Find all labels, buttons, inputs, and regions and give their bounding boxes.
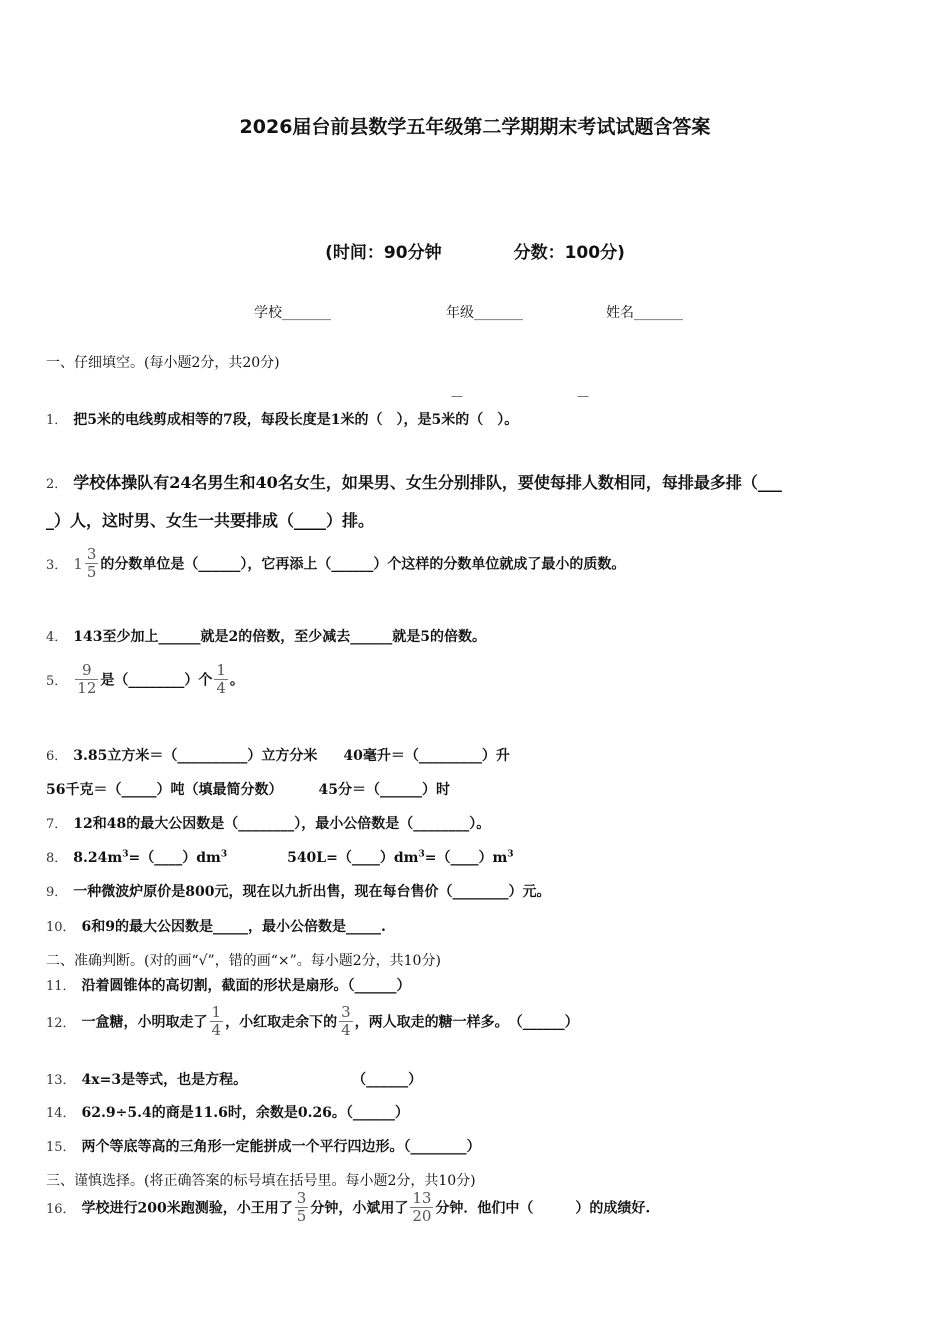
question-12 — [46, 1004, 579, 1039]
question-text-c: ，两人取走的糖一样多。 （______） — [354, 1014, 579, 1031]
question-text: 一种微波炉原价是800元，现在以九折出售，现在每台售价（________）元。 — [73, 884, 551, 900]
denominator: 4 — [216, 679, 226, 697]
question-6 — [46, 745, 510, 765]
question-number: 7． — [46, 817, 68, 832]
superscript: 3 — [418, 849, 425, 860]
numerator: 1 — [211, 1003, 222, 1021]
superscript: 3 — [507, 849, 514, 860]
superscript: 3 — [122, 849, 129, 860]
question-part-b: 40毫升＝（_________）升 — [343, 748, 510, 764]
question-16 — [46, 1190, 650, 1225]
denominator: 4 — [341, 1021, 351, 1039]
question-15 — [46, 1136, 481, 1156]
fraction — [75, 662, 98, 697]
name-field: 姓名_______ — [606, 305, 683, 321]
denominator: 12 — [77, 679, 97, 697]
question-1 — [46, 409, 518, 429]
question-text: 是（________）个 — [100, 672, 213, 689]
denominator: 20 — [412, 1207, 432, 1225]
section-2-heading: 二、准确判断。(对的画“√”，错的画“×”。每小题2分，共10分) — [46, 953, 441, 969]
fraction — [214, 662, 228, 697]
numerator: 9 — [75, 662, 98, 680]
question-number: 14． — [46, 1106, 76, 1121]
question-number: 5． — [46, 674, 68, 689]
question-text-a: 学校进行200米跑测验，小王用了 — [81, 1200, 293, 1217]
question-number: 2． — [46, 477, 68, 492]
question-13 — [46, 1069, 422, 1089]
exam-meta — [0, 238, 950, 263]
denominator: 4 — [211, 1021, 222, 1039]
question-number: 13． — [46, 1073, 76, 1088]
grade-field: 年级_______ — [446, 305, 523, 321]
section-3-heading: 三、谨慎选择。(将正确答案的标号填在括号里。每小题2分，共10分) — [46, 1173, 476, 1189]
question-text: 沿着圆锥体的高切割，截面的形状是扇形。（______） — [81, 978, 411, 994]
question-number: 1． — [46, 413, 68, 428]
question-3 — [46, 546, 625, 581]
question-text: 62.9÷5.4的商是11.6时，余数是0.26。（______） — [81, 1105, 409, 1121]
question-14 — [46, 1102, 409, 1122]
unit-text: =（____）m — [424, 850, 508, 866]
question-text-c: 分钟．他们中（ ）的成绩好. — [435, 1200, 651, 1217]
question-text: 143至少加上______就是2的倍数，至少减去______就是5的倍数。 — [73, 629, 486, 645]
question-part-a: 3.85立方米＝（__________）立方分米 — [73, 748, 318, 764]
denominator: 5 — [86, 563, 97, 581]
question-text: 6和9的最大公因数是_____，最小公倍数是_____. — [81, 919, 386, 935]
fraction — [210, 1004, 224, 1039]
mixed-number-whole: 1 — [73, 554, 83, 573]
school-field: 学校_______ — [254, 305, 331, 321]
unit-text: 540L=（____）dm — [287, 850, 419, 866]
question-number: 9． — [46, 885, 68, 900]
question-part-a — [73, 850, 227, 866]
question-text: 的分数单位是（______），它再添上（______）个这样的分数单位就成了最小的质数。 — [100, 556, 626, 573]
q1-dash-mark: — — [577, 389, 589, 403]
section-1-heading: 一、仔细填空。(每小题2分，共20分) — [46, 355, 280, 371]
question-number: 12． — [46, 1016, 76, 1031]
question-9 — [46, 881, 551, 901]
question-number: 16． — [46, 1202, 76, 1217]
question-2 — [46, 470, 782, 493]
page-title: 2026届台前县数学五年级第二学期期末考试试题含答案 — [239, 116, 711, 138]
question-text: 两个等底等高的三角形一定能拼成一个平行四边形。（________） — [81, 1139, 481, 1155]
numerator: 3 — [86, 545, 97, 563]
question-number: 11． — [46, 979, 76, 994]
question-text-b: ，小红取走余下的 — [225, 1014, 338, 1031]
question-part-b — [287, 850, 513, 866]
question-part-c: 56千克＝（_____）吨（填最简分数） — [46, 782, 283, 798]
question-10 — [46, 916, 386, 936]
q1-dash-mark: — — [451, 389, 463, 403]
time-limit: (时间：90分钟 — [325, 243, 442, 263]
question-11 — [46, 975, 411, 995]
fraction — [295, 1190, 309, 1225]
numerator: 13 — [412, 1189, 432, 1207]
question-text-end: 。 — [229, 672, 244, 689]
question-number: 8． — [46, 851, 68, 866]
question-part-d: 45分＝（______）时 — [318, 782, 450, 798]
question-2-line-2: _）人，这时男、女生一共要排成（____）排。 — [46, 511, 375, 530]
question-text: 12和48的最大公因数是（________），最小公倍数是（________）。 — [73, 816, 491, 832]
unit-text: 8.24m — [73, 850, 123, 866]
question-text-b: 分钟，小斌用了 — [310, 1200, 409, 1217]
question-number: 3． — [46, 558, 68, 573]
question-6-line-2 — [46, 779, 450, 799]
fraction — [410, 1190, 433, 1225]
answer-blank: （______） — [359, 1072, 423, 1088]
question-5 — [46, 662, 244, 697]
fraction — [85, 546, 99, 581]
numerator: 1 — [216, 661, 226, 679]
fraction — [339, 1004, 353, 1039]
numerator: 3 — [296, 1189, 307, 1207]
question-4 — [46, 626, 486, 646]
question-number: 10． — [46, 920, 76, 935]
question-text-line-1: 学校体操队有24名男生和40名女生，如果男、女生分别排队，要使每排人数相同，每排最多排（___ — [73, 473, 782, 492]
question-number: 4． — [46, 630, 68, 645]
question-text: 4x=3是等式，也是方程。 — [81, 1072, 248, 1088]
numerator: 3 — [341, 1003, 351, 1021]
question-text: 把5米的电线剪成相等的7段，每段长度是1米的（ ），是5米的（ ）。 — [73, 412, 519, 428]
question-text-a: 一盒糖，小明取走了 — [81, 1014, 208, 1031]
question-number: 15． — [46, 1140, 76, 1155]
question-7 — [46, 813, 490, 833]
question-8 — [46, 847, 514, 867]
denominator: 5 — [296, 1207, 307, 1225]
question-number: 6． — [46, 749, 68, 764]
unit-text: =（____）dm — [128, 850, 221, 866]
total-score: 分数：100分) — [513, 243, 625, 263]
superscript: 3 — [220, 849, 228, 860]
